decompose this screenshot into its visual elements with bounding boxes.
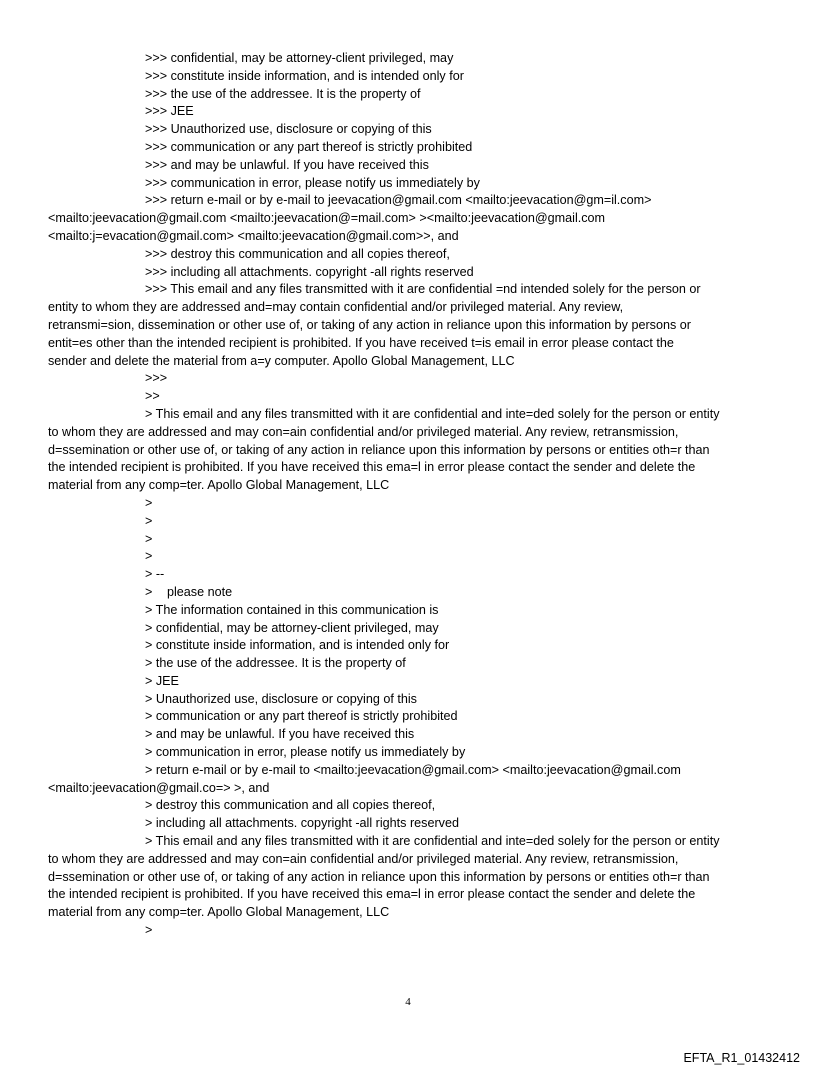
text-line: >>> including all attachments. copyright -all rights reserved (145, 264, 474, 279)
text-line: entit=es other than the intended recipient is prohibited. If you have received t=is email in error please contact the (48, 335, 674, 350)
text-line: >>> communication in error, please notify us immediately by (145, 175, 480, 190)
text-line: > confidential, may be attorney-client privileged, may (145, 620, 439, 635)
text-line: > communication or any part thereof is strictly prohibited (145, 709, 458, 724)
text-line: >>> destroy this communication and all copies thereof, (145, 246, 450, 261)
text-line: >>> confidential, may be attorney-client privileged, may (145, 51, 454, 65)
text-line: d=ssemination or other use of, or taking of any action in reliance upon this information by persons or entities oth=r than (48, 869, 710, 884)
text-line: >>> Unauthorized use, disclosure or copying of this (145, 122, 432, 137)
text-line: > the use of the addressee. It is the property of (145, 656, 406, 671)
text-line: > constitute inside information, and is intended only for (145, 638, 450, 653)
text-line: retransmi=sion, dissemination or other use of, or taking of any action in reliance upon this information by persons or (48, 317, 691, 332)
text-line: material from any comp=ter. Apollo Global Management, LLC (48, 478, 390, 493)
text-line: >>> return e-mail or by e-mail to jeevacation@gmail.com <mailto:jeevacation@gm=il.com> (145, 193, 652, 208)
text-line: <mailto:jeevacation@gmail.co=> >, and (48, 780, 270, 795)
text-line: the intended recipient is prohibited. If you have received this ema=l in error please contact the sender and delete the (48, 460, 696, 475)
text-line: > communication in error, please notify us immediately by (145, 745, 466, 760)
line-text: please note (167, 584, 233, 599)
text-line: >>> the use of the addressee. It is the property of (145, 86, 421, 101)
text-line: entity to whom they are addressed and=may contain confidential and/or privileged material. Any review, (48, 300, 624, 315)
text-line: >>> (145, 371, 168, 386)
text-line: sender and delete the material from a=y computer. Apollo Global Management, LLC (48, 353, 515, 368)
text-line: <mailto:jeevacation@gmail.com <mailto:jeevacation@=mail.com> ><mailto:jeevacation@gmail.com (48, 211, 606, 226)
text-line: material from any comp=ter. Apollo Global Management, LLC (48, 905, 390, 920)
text-line: >>> and may be unlawful. If you have received this (145, 157, 429, 172)
text-line: > (145, 513, 153, 528)
text-line: > This email and any files transmitted with it are confidential and inte=ded solely for the person or entity (145, 834, 720, 849)
text-line: > including all attachments. copyright -all rights reserved (145, 816, 459, 831)
text-line: >>> This email and any files transmitted with it are confidential =nd intended solely for the person or (145, 282, 701, 297)
page-number: 4 (405, 996, 411, 1008)
text-line: > (145, 923, 153, 938)
text-line: > (145, 495, 153, 510)
text-line: to whom they are addressed and may con=ain confidential and/or privileged material. Any review, retransmission, (48, 424, 679, 439)
text-line: > JEE (145, 673, 179, 688)
text-line: > and may be unlawful. If you have received this (145, 727, 415, 742)
email-body (48, 50, 776, 940)
text-line: >>> JEE (145, 104, 194, 119)
text-line: > Unauthorized use, disclosure or copying of this (145, 691, 417, 706)
text-line: to whom they are addressed and may con=ain confidential and/or privileged material. Any review, retransmission, (48, 851, 679, 866)
text-line: the intended recipient is prohibited. If you have received this ema=l in error please contact the sender and delete the (48, 887, 696, 902)
text-line: > (145, 549, 153, 564)
text-line: d=ssemination or other use of, or taking of any action in reliance upon this information by persons or entities oth=r than (48, 442, 710, 457)
text-line: >>> constitute inside information, and is intended only for (145, 68, 464, 83)
text-line: > (145, 531, 153, 546)
text-line: >> (145, 389, 160, 404)
text-line: > return e-mail or by e-mail to <mailto:jeevacation@gmail.com> <mailto:jeevacation@gmail.com (145, 762, 681, 777)
text-line: >>> communication or any part thereof is strictly prohibited (145, 139, 473, 154)
text-line: <mailto:j=evacation@gmail.com> <mailto:jeevacation@gmail.com>>, and (48, 228, 459, 243)
text-line (48, 584, 776, 602)
quote-marker: > (145, 584, 153, 599)
text-line: > The information contained in this communication is (145, 602, 439, 617)
text-line: > -- (145, 567, 165, 582)
text-line: > destroy this communication and all copies thereof, (145, 798, 436, 813)
bates-number: EFTA_R1_01432412 (683, 1051, 800, 1065)
text-line: > This email and any files transmitted with it are confidential and inte=ded solely for the person or entity (145, 406, 720, 421)
